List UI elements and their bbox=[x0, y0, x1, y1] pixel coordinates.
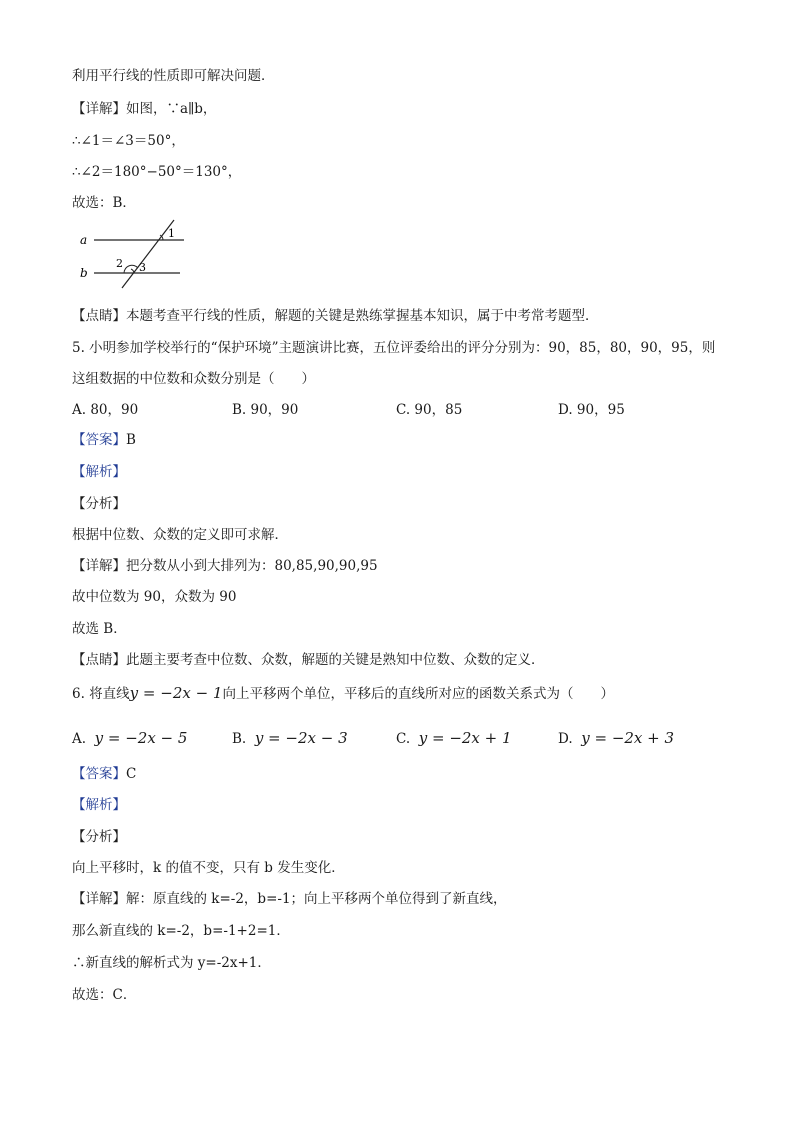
q5-fenxi-tag: 【分析】 bbox=[72, 496, 126, 512]
q6-stem-suffix: 向上平移两个单位，平移后的直线所对应的函数关系式为（ ） bbox=[222, 686, 614, 702]
q4-step2: ∴∠2＝180°−50°＝130°， bbox=[72, 164, 242, 180]
q4-step1: ∴∠1＝∠3＝50°， bbox=[72, 133, 185, 149]
detail-text: 把分数从小到大排列为：80,85,90,90,95 bbox=[126, 558, 378, 574]
label-angle-3: 3 bbox=[139, 261, 146, 274]
q5-comment bbox=[72, 651, 545, 669]
q5-result: 故中位数为 90，众数为 90 bbox=[72, 589, 237, 605]
q6-option-d bbox=[558, 729, 674, 748]
q5-stem-line2: 这组数据的中位数和众数分别是（ ） bbox=[72, 371, 315, 387]
label-angle-2: 2 bbox=[116, 257, 123, 270]
q6-detail bbox=[72, 890, 507, 908]
answer-value: B bbox=[126, 432, 136, 448]
detail-text: 如图，∵a∥b， bbox=[126, 101, 217, 117]
q6-step1: 那么新直线的 k=-2，b=-1+2=1． bbox=[72, 923, 290, 939]
q5-option-a: A. 80，90 bbox=[72, 402, 139, 418]
answer-tag: 【答案】 bbox=[72, 766, 126, 782]
q5-option-d: D. 90，95 bbox=[558, 402, 625, 418]
option-equation: y = −2x + 3 bbox=[581, 729, 675, 747]
q6-fenxi-text: 向上平移时，k 的值不变，只有 b 发生变化． bbox=[72, 860, 345, 876]
q6-stem-prefix: 6. 将直线 bbox=[72, 686, 130, 702]
detail-tag: 【详解】 bbox=[72, 891, 126, 907]
answer-value: C bbox=[126, 766, 137, 782]
comment-tag: 【点睛】 bbox=[72, 308, 126, 324]
q4-detail bbox=[72, 100, 216, 118]
q4-choose: 故选：B． bbox=[72, 195, 136, 211]
q5-analysis-tag: 【解析】 bbox=[72, 464, 126, 480]
answer-tag: 【答案】 bbox=[72, 432, 126, 448]
detail-text: 解：原直线的 k=-2，b=-1；向上平移两个单位得到了新直线， bbox=[126, 891, 507, 907]
q6-stem-equation: y = −2x − 1 bbox=[129, 684, 223, 702]
option-letter: C. bbox=[396, 731, 411, 747]
q6-option-c bbox=[396, 729, 512, 748]
option-equation: y = −2x − 3 bbox=[254, 729, 348, 747]
q6-option-a bbox=[72, 729, 187, 748]
angle-3-arc bbox=[131, 269, 134, 273]
parallel-lines-figure bbox=[72, 218, 202, 290]
q6-fenxi-tag: 【分析】 bbox=[72, 829, 126, 845]
q5-detail bbox=[72, 557, 378, 575]
detail-tag: 【详解】 bbox=[72, 558, 126, 574]
q6-answer bbox=[72, 765, 136, 783]
label-angle-1: 1 bbox=[168, 227, 175, 240]
option-equation: y = −2x − 5 bbox=[94, 729, 188, 747]
q4-intro: 利用平行线的性质即可解决问题． bbox=[72, 68, 275, 84]
comment-text: 本题考查平行线的性质，解题的关键是熟练掌握基本知识，属于中考常考题型． bbox=[126, 308, 599, 324]
q5-answer bbox=[72, 431, 136, 449]
option-letter: B. bbox=[232, 731, 247, 747]
label-b: b bbox=[80, 266, 88, 280]
q5-fenxi-text: 根据中位数、众数的定义即可求解． bbox=[72, 527, 288, 543]
detail-tag: 【详解】 bbox=[72, 101, 126, 117]
label-a: a bbox=[80, 233, 88, 247]
q5-stem-line1: 5. 小明参加学校举行的“保护环境”主题演讲比赛，五位评委给出的评分分别为：90，85，80，90，95，则 bbox=[72, 340, 716, 356]
q6-analysis-tag: 【解析】 bbox=[72, 797, 126, 813]
transversal-line bbox=[122, 220, 174, 288]
option-equation: y = −2x + 1 bbox=[418, 729, 512, 747]
q6-stem bbox=[72, 684, 614, 703]
option-letter: A. bbox=[72, 731, 87, 747]
q4-comment bbox=[72, 307, 599, 325]
comment-tag: 【点睛】 bbox=[72, 652, 126, 668]
q6-choose: 故选：C． bbox=[72, 987, 137, 1003]
comment-text: 此题主要考查中位数、众数，解题的关键是熟知中位数、众数的定义． bbox=[126, 652, 545, 668]
q5-option-b: B. 90，90 bbox=[232, 402, 299, 418]
q5-choose: 故选 B． bbox=[72, 621, 127, 637]
q6-step2: ∴新直线的解析式为 y=-2x+1． bbox=[72, 955, 271, 971]
q5-option-c: C. 90，85 bbox=[396, 402, 463, 418]
q6-option-b bbox=[232, 729, 348, 748]
option-letter: D. bbox=[558, 731, 573, 747]
